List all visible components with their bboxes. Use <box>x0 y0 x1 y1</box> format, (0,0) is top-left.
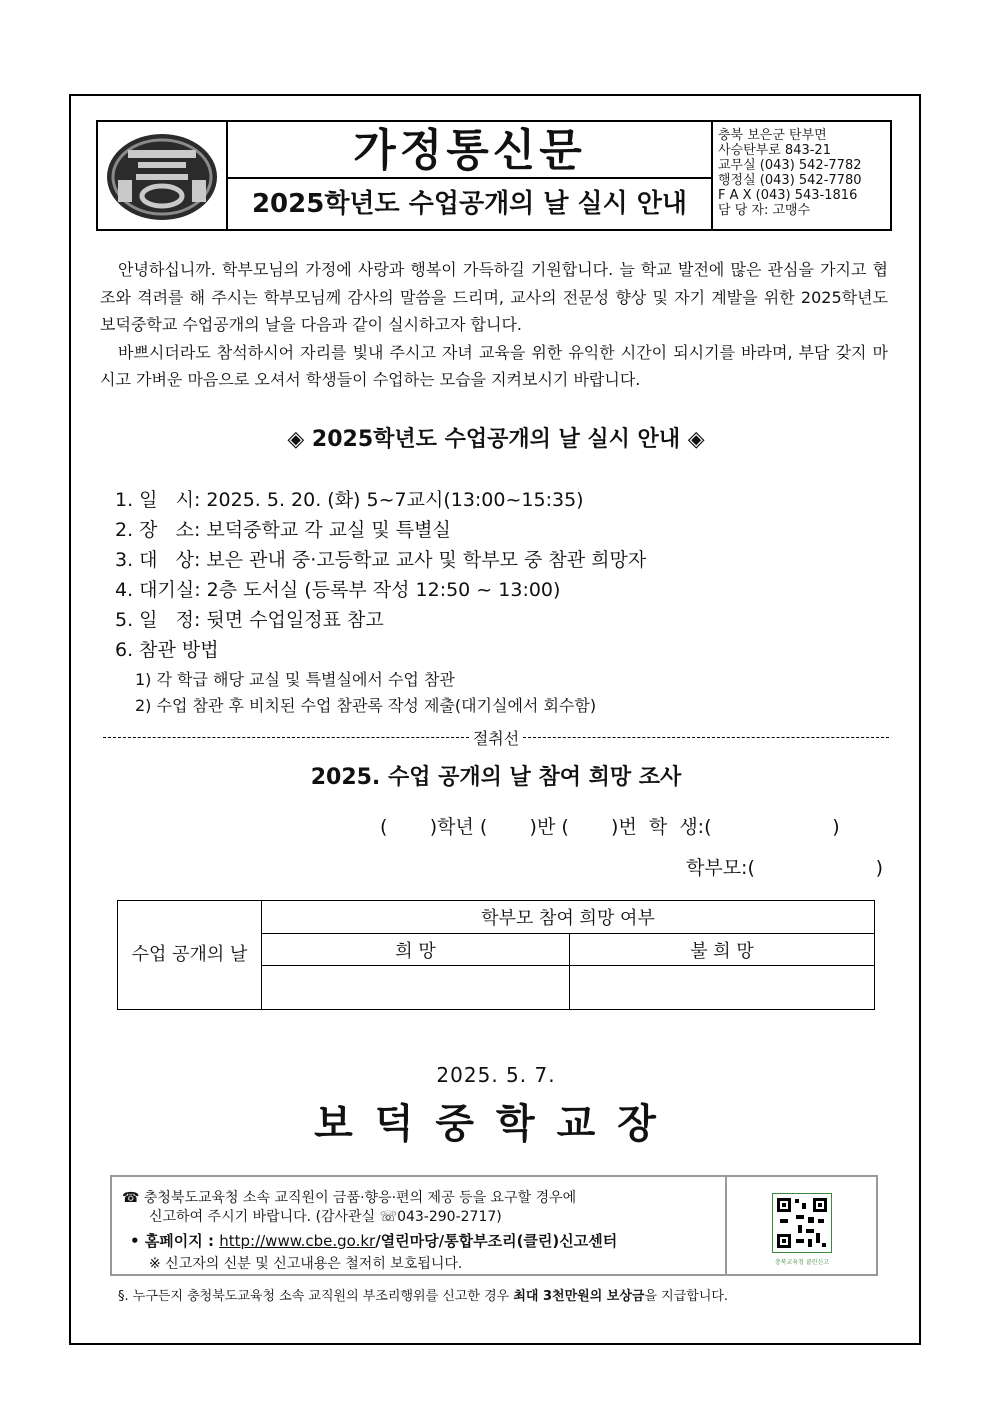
survey-yes-header: 희 망 <box>262 934 570 966</box>
notice-line: ☎ 충청북도교육청 소속 교직원이 금품·향응·편의 제공 등을 요구할 경우에 <box>122 1190 577 1206</box>
notice-line: 신고하여 주시기 바랍니다. (감사관실 ☏043-290-2717) <box>149 1209 502 1225</box>
qr-code-icon <box>772 1193 832 1253</box>
footnote-bold: 최대 3천만원의 보상금 <box>513 1289 645 1304</box>
notice-text-block <box>112 1177 727 1274</box>
cut-line <box>103 726 889 749</box>
list-item: 6. 참관 방법 <box>115 639 219 661</box>
school-logo <box>98 122 228 229</box>
list-item: 2. 장 소: 보덕중학교 각 교실 및 특별실 <box>115 519 451 541</box>
header-title-block <box>228 122 713 229</box>
cut-line-label: 절취선 <box>472 729 520 748</box>
homepage-link[interactable]: http://www.cbe.go.kr <box>219 1232 376 1250</box>
survey-no-header: 불 희 망 <box>570 934 875 966</box>
contact-line: 교무실 (043) 542-7782 <box>718 158 862 173</box>
contact-line: 사승탄부로 843-21 <box>718 143 831 158</box>
student-info-line[interactable]: ( )학년 ( )반 ( )번 학 생:( ) <box>380 816 840 838</box>
contact-line: 담 당 자: 고맹수 <box>718 203 811 218</box>
sub-list-item: 1) 각 학급 해당 교실 및 특별실에서 수업 참관 <box>135 670 455 689</box>
contact-line: 행정실 (043) 542-7780 <box>718 173 862 188</box>
homepage-label: • 홈페이지 : <box>130 1232 220 1250</box>
newsletter-header <box>96 120 892 231</box>
footnote-text: §. 누구든지 충청북도교육청 소속 교직원의 부조리행위를 신고한 경우 <box>118 1289 514 1304</box>
survey-title: 2025. 수업 공개의 날 참여 희망 조사 <box>310 765 682 790</box>
survey-table <box>117 900 875 1010</box>
sub-list <box>135 667 596 719</box>
school-contact-info <box>718 128 890 218</box>
cut-line-dash <box>103 737 469 738</box>
intro-paragraph: 바쁘시더라도 참석하시어 자리를 빛내 주시고 자녀 교육을 위한 유익한 시간이 되시기를 바라며, 부담 갖지 마시고 가벼운 마음으로 오셔서 학생들이 수업하는 모습을 지켜보시기 바랍니다. <box>100 342 888 389</box>
contact-line: 충북 보은군 탄부면 <box>718 128 827 143</box>
homepage-path: /열린마당/통합부조리(클린)신고센터 <box>375 1232 618 1250</box>
section-title: ◈ 2025학년도 수업공개의 날 실시 안내 ◈ <box>287 427 705 452</box>
survey-col-header: 학부모 참여 희망 여부 <box>262 901 875 934</box>
survey-yes-cell[interactable] <box>262 966 570 1010</box>
list-item: 4. 대기실: 2층 도서실 (등록부 작성 12:50 ~ 13:00) <box>115 579 561 601</box>
anti-corruption-notice <box>110 1175 878 1276</box>
info-list <box>115 485 646 665</box>
page-title: 가정통신문 <box>228 122 711 179</box>
contact-line: F A X (043) 543-1816 <box>718 188 858 203</box>
notice-line: ※ 신고자의 신분 및 신고내용은 철저히 보호됩니다. <box>149 1256 463 1272</box>
cut-line-dash <box>523 737 889 738</box>
intro-paragraph: 안녕하십니까. 학부모님의 가정에 사랑과 행복이 가득하길 기원합니다. 늘 학교 발전에 많은 관심을 가지고 협조와 격려를 해 주시는 학부모님께 감사의 말씀을 드리며, 교사의 전문성 향상 및 자기 계발을 위한 2025학년도 보덕중학교 수업공개의 날을 다음과 같이 실시하고자 합니다. <box>100 260 888 334</box>
footnote-text: 을 지급합니다. <box>644 1289 729 1304</box>
reward-footnote <box>118 1285 728 1304</box>
survey-no-cell[interactable] <box>570 966 875 1010</box>
qr-code[interactable] <box>772 1193 832 1266</box>
list-item: 3. 대 상: 보은 관내 중·고등학교 교사 및 학부모 중 참관 희망자 <box>115 549 647 571</box>
sub-list-item: 2) 수업 참관 후 비치된 수업 참관록 작성 제출(대기실에서 회수함) <box>135 696 597 715</box>
principal-signature: 보덕중학교장 <box>314 1101 678 1147</box>
qr-caption: 충북교육청 클린신고 <box>774 1259 830 1266</box>
intro-text <box>100 256 888 394</box>
notice-homepage <box>130 1230 617 1251</box>
parent-info-line[interactable]: 학부모:( ) <box>686 857 884 879</box>
survey-row-header: 수업 공개의 날 <box>118 901 262 1010</box>
issue-date: 2025. 5. 7. <box>436 1063 556 1087</box>
page-subtitle: 2025학년도 수업공개의 날 실시 안내 <box>251 189 688 219</box>
list-item: 5. 일 정: 뒷면 수업일정표 참고 <box>115 609 384 631</box>
list-item: 1. 일 시: 2025. 5. 20. (화) 5~7교시(13:00~15:35) <box>115 489 584 511</box>
school-emblem-icon <box>98 122 226 229</box>
